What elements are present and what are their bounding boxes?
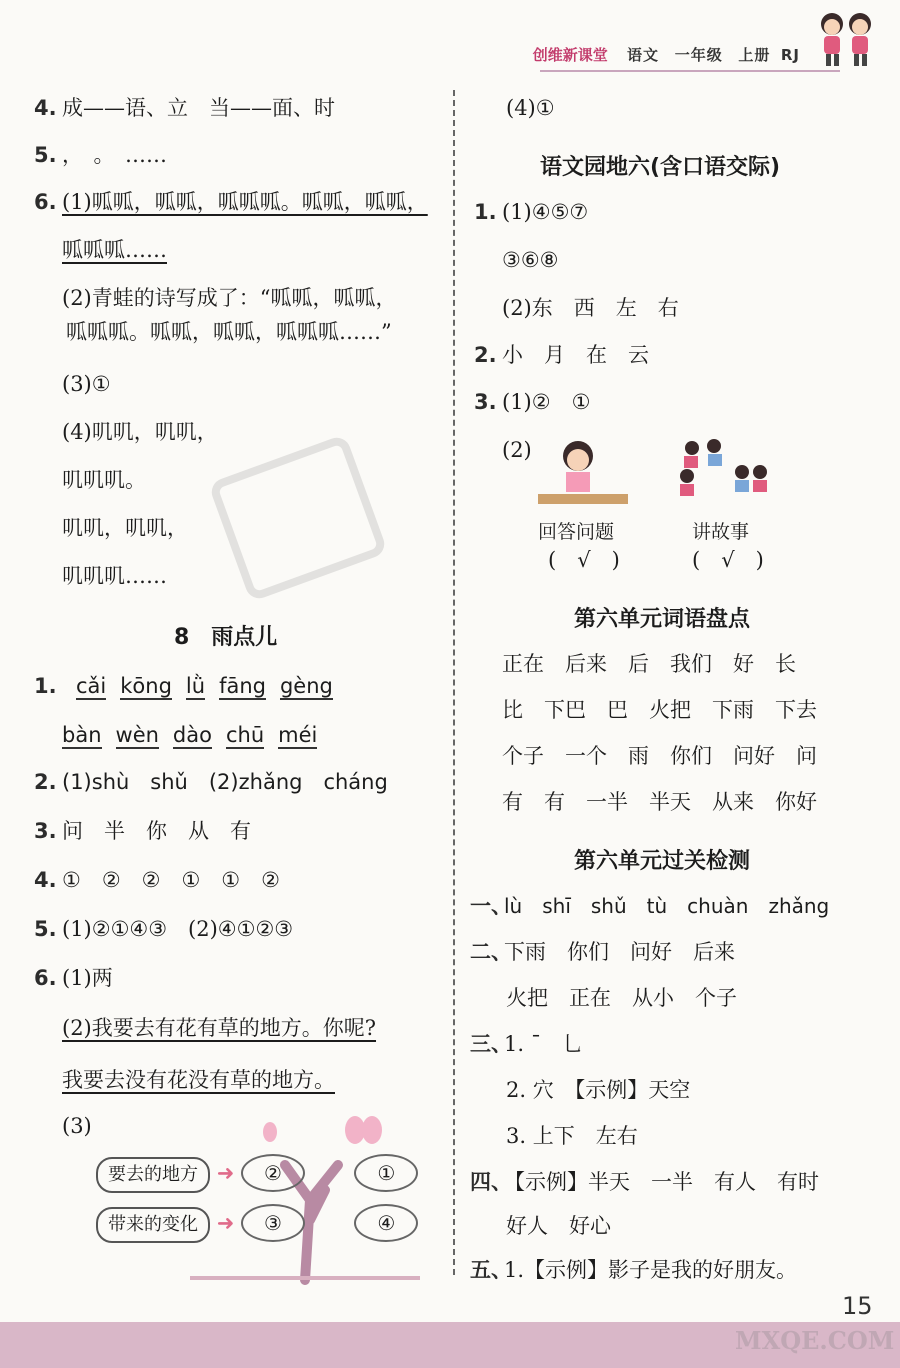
- tree-row-2: 带来的变化 ➜ ③ ④: [96, 1204, 418, 1243]
- tree-answer-1b: ①: [354, 1154, 418, 1192]
- yuandi-title: 语文园地六(含口语交际): [540, 155, 781, 180]
- page-number: 15: [842, 1292, 873, 1320]
- answer-6-part3: (3)①: [62, 372, 111, 396]
- header-grade: 一年级: [674, 46, 723, 64]
- lesson8-answer-1-row2: bàn wèn dào chū méi: [62, 723, 318, 747]
- words-row-3: 个子 一个 雨 你们 问好 问: [502, 744, 817, 768]
- lesson8-answer-3: 3. 问 半 你 从 有: [34, 819, 251, 843]
- page-header: [533, 44, 800, 65]
- answer-6-part4-d: 叽叽叽……: [62, 564, 167, 588]
- pic2-mark: ( √ ): [692, 548, 764, 572]
- yuandi-answer-1c: (2)东 西 左 右: [502, 296, 679, 320]
- yuandi-answer-3: 3. (1)② ①: [474, 390, 591, 414]
- lesson8-answer-6-part2-cont: 我要去没有花没有草的地方。: [62, 1068, 335, 1092]
- words-row-4: 有 有 一半 半天 从来 你好: [502, 790, 817, 814]
- test-answer-5: 五、1.【示例】影子是我的好朋友。: [470, 1258, 798, 1282]
- tree-label-change: 带来的变化: [96, 1207, 210, 1243]
- tree-illustration: [180, 1110, 430, 1285]
- answer-4: 4. 成——语、立 当——面、时: [34, 96, 335, 120]
- pic1-label: 回答问题: [538, 521, 615, 543]
- answer-6-part4: (4)叽叽，叽叽，: [62, 420, 218, 444]
- tree-row-1: 要去的地方 ➜ ② ①: [96, 1154, 418, 1193]
- lesson8-answer-4: 4. ① ② ② ① ① ②: [34, 868, 280, 892]
- lesson-8-title: 8 雨点儿: [174, 625, 278, 650]
- lesson8-answer-1-row1: 1. cǎi kōng lǜ fāng gèng: [34, 674, 333, 698]
- answer-6-part2-cont: 呱呱呱。呱呱，呱呱，呱呱呱……”: [66, 320, 392, 344]
- test-answer-2: 二、下雨 你们 问好 后来: [470, 940, 735, 964]
- answer-6-part2: (2)青蛙的诗写成了：“呱呱，呱呱，: [62, 286, 397, 310]
- header-volume: 上册: [738, 46, 771, 64]
- test-answer-3b: 2. 穴 【示例】天空: [506, 1078, 691, 1102]
- test-answer-3: 三、1. ˉ 乚: [470, 1032, 584, 1056]
- pic2-label: 讲故事: [692, 521, 750, 543]
- words-row-1: 正在 后来 后 我们 好 长: [502, 652, 796, 676]
- yuandi-answer-2: 2. 小 月 在 云: [474, 343, 649, 367]
- tree-answer-1a: ②: [241, 1154, 305, 1192]
- tree-label-destination: 要去的地方: [96, 1157, 210, 1193]
- lesson8-answer-6-part2: (2)我要去有花有草的地方。你呢?: [62, 1016, 377, 1040]
- watermark-stamp: [208, 434, 388, 602]
- header-edition: RJ: [780, 46, 800, 64]
- brand-name: 创维新课堂: [532, 46, 608, 64]
- tree-answer-2a: ③: [241, 1204, 305, 1242]
- answer-6-part4-c: 叽叽，叽叽，: [62, 516, 188, 540]
- header-rule: [540, 70, 840, 72]
- test-answer-4: 四、【示例】半天 一半 有人 有时: [470, 1170, 819, 1194]
- column-divider: [453, 90, 455, 1275]
- yuandi-answer-3b: (2): [502, 438, 532, 462]
- yuandi-answer-1: 1. (1)④⑤⑦: [474, 200, 589, 224]
- test-answer-2b: 火把 正在 从小 个子: [506, 986, 737, 1010]
- watermark-text: MXQE.COM: [735, 1326, 895, 1355]
- test-answer-3c: 3. 上下 左右: [506, 1124, 638, 1148]
- lesson8-answer-6: 6. (1)两: [34, 966, 113, 990]
- answer-5: 5. ， 。 ……: [34, 143, 167, 167]
- lesson8-answer-2: 2. (1)shù shǔ (2)zhǎng cháng: [34, 770, 388, 794]
- answer-6-part1-cont: 呱呱呱……: [62, 238, 167, 262]
- answer-6-part4-b: 叽叽叽。: [62, 468, 146, 492]
- test-answer-4b: 好人 好心: [506, 1214, 611, 1238]
- kids-illustration: [812, 6, 882, 72]
- words-title: 第六单元词语盘点: [574, 607, 751, 632]
- test-title: 第六单元过关检测: [574, 849, 751, 874]
- lesson8-answer-6-part3: (3): [62, 1114, 92, 1138]
- pic1-mark: ( √ ): [548, 548, 620, 572]
- right-top-answer: (4)①: [506, 96, 555, 120]
- tree-answer-2b: ④: [354, 1204, 418, 1242]
- lesson8-answer-5: 5. (1)②①④③ (2)④①②③: [34, 917, 294, 941]
- words-row-2: 比 下巴 巴 火把 下雨 下去: [502, 698, 817, 722]
- test-answer-1: 一、lù shī shǔ tù chuàn zhǎng: [470, 894, 830, 918]
- header-subject: 语文: [627, 46, 660, 64]
- yuandi-answer-1b: ③⑥⑧: [502, 248, 559, 272]
- pic-answer-question: [538, 436, 628, 506]
- pic-tell-story: [672, 436, 772, 506]
- answer-6-part1: 6. (1)呱呱，呱呱，呱呱呱。呱呱，呱呱，: [34, 190, 428, 214]
